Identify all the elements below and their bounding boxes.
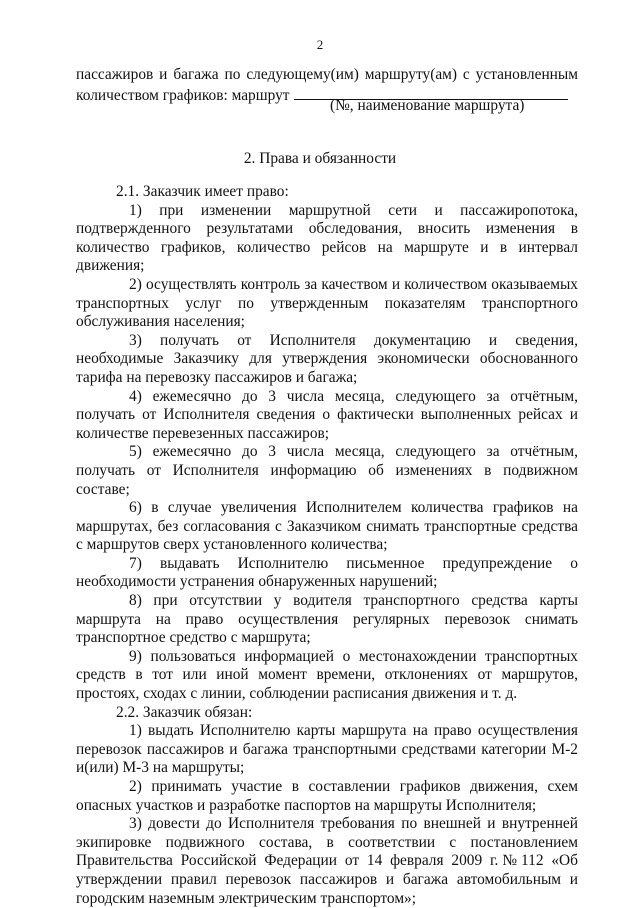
clause-2-2-heading: 2.2. Заказчик обязан: [116, 703, 253, 721]
clause-2-1-heading: 2.1. Заказчик имеет право: [116, 183, 289, 200]
clause-2-1-item: 9) пользоваться информацией о местонахождении транспортных средств в тот или иной момент времени, отклонениях от маршрутов, простоях, сходах с линии, соблюдении расписания движения и т. д. [76, 647, 578, 703]
clause-2-1-item: 7) выдавать Исполнителю письменное предупреждение о необходимости устранения обнаруженных нарушений; [76, 554, 578, 591]
intro-line-1: пассажиров и багажа по следующему(им) маршруту(ам) с установленным [76, 66, 578, 83]
clause-2-2-item: 2) принимать участие в составлении графиков движения, схем опасных участков и разработке паспортов на маршруты Исполнителя; [76, 778, 578, 814]
clause-2-1-item: 3) получать от Исполнителя документацию и сведения, необходимые Заказчику для утверждения экономически обоснованного тарифа на перевозку пассажиров и багажа; [76, 331, 578, 386]
clause-2-1-item: 4) ежемесячно до 3 числа месяца, следующего за отчётным, получать от Исполнителя сведения о фактически выполненных рейсах и количестве перевезенных пассажиров; [76, 387, 578, 442]
clause-2-1 [76, 183, 578, 908]
clause-2-1-item: 1) при изменении маршрутной сети и пассажиропотока, подтвержденного результатами обследования, вносить изменения в количество графиков, количество рейсов на маршруте и в интервал движения; [76, 201, 578, 275]
section-title: 2. Права и обязанности [243, 150, 397, 167]
clause-2-2-item: 1) выдать Исполнителю карты маршрута на право осуществления перевозок пассажиров и багажа транспортными средствами категории М-2 и(или) М-3 на маршруты; [76, 722, 578, 777]
route-caption: (№, наименование маршрута) [330, 97, 525, 114]
clause-2-1-item: 2) осуществлять контроль за качеством и количеством оказываемых транспортных услуг по утвержденным показателям транспортного обслуживания населения; [76, 275, 578, 331]
page-number: 2 [316, 37, 324, 52]
clause-2-2-item: 3) довести до Исполнителя требования по внешней и внутренней экипировке подвижного состава, в соответствии с постановлением Правительства Российской Федерации от 14 февраля 2009 г.№112 «Об утверждении правил перевозок пассажиров и багажа автомобильным и городским наземным электрическим транспортом»; [76, 815, 578, 907]
clause-2-1-item: 5) ежемесячно до 3 числа месяца, следующего за отчётным, получать от Исполнителя информацию об изменениях в подвижном составе; [76, 443, 578, 498]
clause-2-1-item: 8) при отсутствии у водителя транспортного средства карты маршрута на право осуществления регулярных перевозок снимать транспортное средство с маршрута; [76, 592, 578, 647]
intro-line-2-text: количеством графиков: маршрут [76, 86, 290, 104]
clause-2-1-item: 6) в случае увеличения Исполнителем количества графиков на маршрутах, без согласования с Заказчиком снимать транспортные средства с маршрутов сверх установленного количества; [76, 499, 578, 554]
